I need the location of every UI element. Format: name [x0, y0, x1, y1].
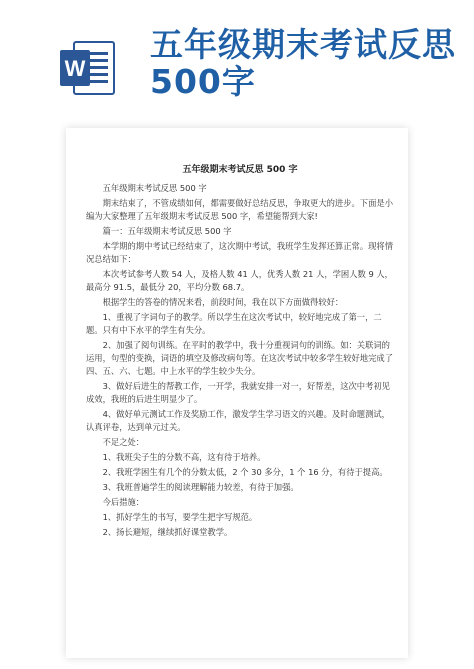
document-page	[66, 128, 408, 658]
paragraph: 本次考试参考人数 54 人，及格人数 41 人，优秀人数 21 人，学困人数 9 人，最高分 91.5，最低分 20，平均分数 68.7。	[86, 269, 393, 292]
paragraph: 4、做好单元测试工作及奖励工作，激发学生学习语文的兴趣。及时命题测试，认真评卷，达到单元过关。	[86, 409, 390, 432]
paragraph: 1、重视了字词句子的教学。所以学生在这次考试中，较好地完成了第一，二题。只有中下水平的学生有失分。	[86, 312, 382, 335]
svg-text:W: W	[64, 56, 86, 81]
paragraph: 2、加强了阅句训练。在平时的教学中，我十分重视词句的训练。如：关联词的运用，句型的变换，词语的填空及修改病句等。在这次考试中较多学生较好地完成了四、五、六、七题。中上水平的学生较少失分。	[86, 340, 393, 376]
paragraph: 根据学生的答卷的情况来看，前段时间，我在以下方面做得较好：	[102, 297, 344, 307]
document-title: 五年级期末考试反思 500 字	[182, 165, 298, 175]
word-document-icon	[60, 40, 116, 96]
paragraph: 3、我班普遍学生的阅读理解能力较差，有待于加强。	[102, 482, 299, 492]
paragraph: 期末结束了，不管成绩如何，都需要做好总结反思，争取更大的进步。下面是小编为大家整理了五年级期末考试反思 500 字，希望能帮到大家!	[86, 198, 393, 221]
paragraph: 篇一：五年级期末考试反思 500 字	[102, 226, 232, 236]
paragraph: 本学期的期中考试已经结束了，这次期中考试，我班学生发挥还算正常。现将情况总结如下：	[86, 241, 393, 264]
page-header	[0, 0, 474, 122]
paragraph: 1、抓好学生的书写，要学生把字写规范。	[102, 512, 258, 522]
document-body	[86, 162, 394, 541]
paragraph: 2、我班学困生有几个的分数太低，2 个 30 多分，1 个 16 分，有待于提高。	[102, 467, 388, 477]
paragraph: 2、扬长避短，继续抓好课堂教学。	[102, 527, 233, 537]
section-heading: 今后措施：	[102, 497, 145, 507]
paragraph: 1、我班尖子生的分数不高，这有待于培养。	[102, 452, 266, 462]
section-heading: 不足之处：	[102, 437, 145, 447]
paragraph: 五年级期末考试反思 500 字	[102, 183, 207, 193]
paragraph: 3、做好后进生的帮教工作，一开学，我就安排一对一，好帮差，这次中考初见成效，我班的后进生明显少了。	[86, 381, 390, 404]
page-title: 五年级期末考试反思500字	[150, 25, 456, 101]
